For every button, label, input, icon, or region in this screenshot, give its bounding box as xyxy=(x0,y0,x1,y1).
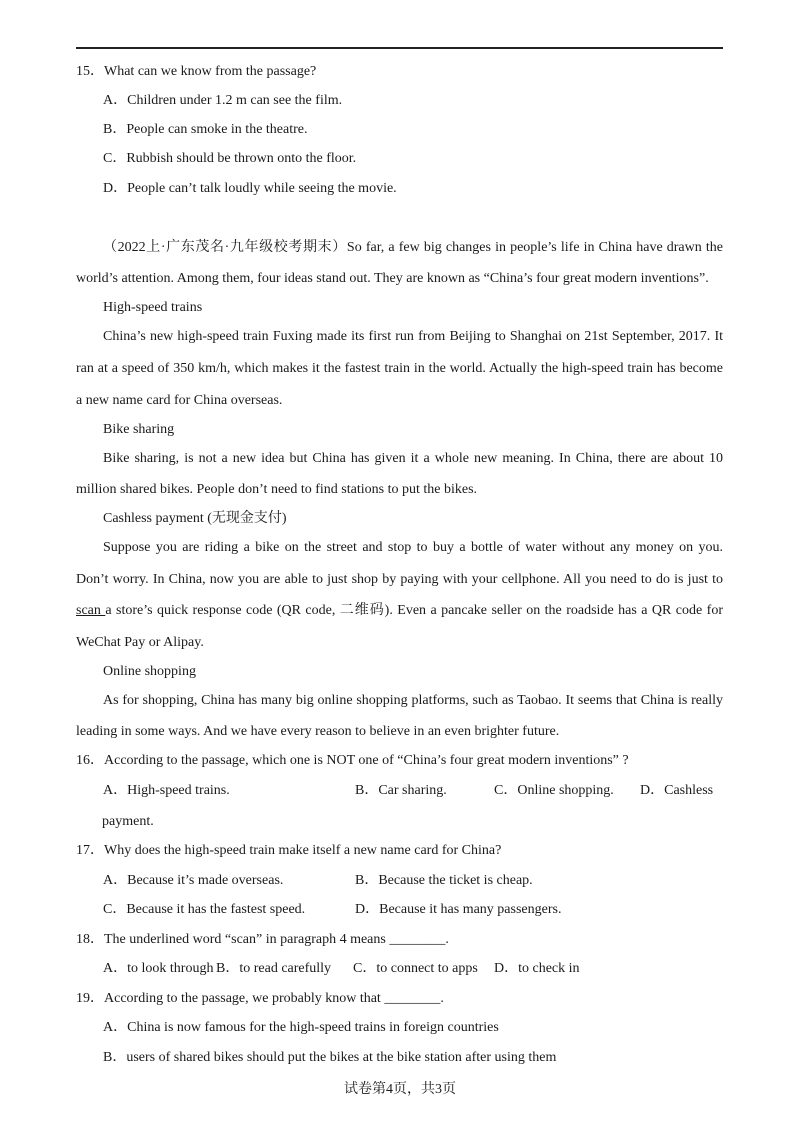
q15-option-c: C．Rubbish should be thrown onto the floor. xyxy=(103,151,357,166)
trains-line-3: a new name card for China overseas. xyxy=(76,393,283,408)
q18-option-a: A．to look through xyxy=(103,961,214,976)
scan-underlined-word: scan xyxy=(76,603,106,618)
q15-option-b: B．People can smoke in the theatre. xyxy=(103,122,308,137)
q16-option-b: B．Car sharing. xyxy=(355,783,447,798)
cash-line-3 xyxy=(76,602,723,620)
header-rule xyxy=(76,47,723,49)
online-line-2: leading in some ways. And we have every reason to believe in an even brighter future. xyxy=(76,724,560,739)
q17-question: 17．Why does the high-speed train make itself a new name card for China? xyxy=(76,843,502,858)
page-footer: 试卷第4页，共3页 xyxy=(344,1082,456,1097)
trains-line-1: China’s new high-speed train Fuxing made its first run from Beijing to Shanghai on 21st September, 2017. It xyxy=(103,329,723,344)
q16-option-d-continued: payment. xyxy=(102,814,154,829)
cash-line-1: Suppose you are riding a bike on the street and stop to buy a bottle of water without any money on you. xyxy=(103,540,723,555)
q15-option-d: D．People can’t talk loudly while seeing the movie. xyxy=(103,181,397,196)
trains-line-2: ran at a speed of 350 km/h, which makes it the fastest train in the world. Actually the high-speed train has become xyxy=(76,361,723,376)
q18-question: 18．The underlined word “scan” in paragraph 4 means ________. xyxy=(76,932,449,947)
heading-bike-sharing: Bike sharing xyxy=(103,422,175,437)
bike-line-2: million shared bikes. People don’t need to find stations to put the bikes. xyxy=(76,482,478,497)
q17-option-d: D．Because it has many passengers. xyxy=(355,902,562,917)
q15-option-a: A．Children under 1.2 m can see the film. xyxy=(103,93,343,108)
q16-question: 16．According to the passage, which one is NOT one of “China’s four great modern inventions” ? xyxy=(76,753,629,768)
cash-line-3-rest: a store’s quick response code (QR code, 二维码). Even a pancake seller on the roadside has a QR code for xyxy=(105,603,723,618)
passage-intro-line-2: world’s attention. Among them, four ideas stand out. They are known as “China’s four great modern inventions”. xyxy=(76,271,709,286)
heading-online-shopping: Online shopping xyxy=(103,664,196,679)
q17-option-b: B．Because the ticket is cheap. xyxy=(355,873,533,888)
heading-high-speed-trains: High-speed trains xyxy=(103,300,203,315)
q17-option-a: A．Because it’s made overseas. xyxy=(103,873,284,888)
q16-option-d: D．Cashless xyxy=(640,783,714,798)
q18-option-c: C．to connect to apps xyxy=(353,961,478,976)
q19-question: 19．According to the passage, we probably know that ________. xyxy=(76,991,444,1006)
passage-intro-line-1: （2022上·广东茂名·九年级校考期末）So far, a few big changes in people’s life in China have drawn the xyxy=(103,240,723,255)
q18-option-b: B．to read carefully xyxy=(216,961,332,976)
q16-option-c: C．Online shopping. xyxy=(494,783,614,798)
q16-option-a: A．High-speed trains. xyxy=(103,783,230,798)
cash-line-4: WeChat Pay or Alipay. xyxy=(76,635,204,650)
q19-option-b: B．users of shared bikes should put the bikes at the bike station after using them xyxy=(103,1050,557,1065)
bike-line-1: Bike sharing, is not a new idea but China has given it a whole new meaning. In China, there are about 10 xyxy=(103,451,723,466)
cash-line-2: Don’t worry. In China, now you are able to just shop by paying with your cellphone. All you need to do is just to xyxy=(76,572,723,587)
heading-cashless-payment: Cashless payment (无现金支付) xyxy=(103,511,287,526)
online-line-1: As for shopping, China has many big online shopping platforms, such as Taobao. It seems that China is really xyxy=(103,693,723,708)
q18-option-d: D．to check in xyxy=(494,961,580,976)
q17-option-c: C．Because it has the fastest speed. xyxy=(103,902,306,917)
q15-question: 15．What can we know from the passage? xyxy=(76,64,317,79)
q19-option-a: A．China is now famous for the high-speed trains in foreign countries xyxy=(103,1020,499,1035)
